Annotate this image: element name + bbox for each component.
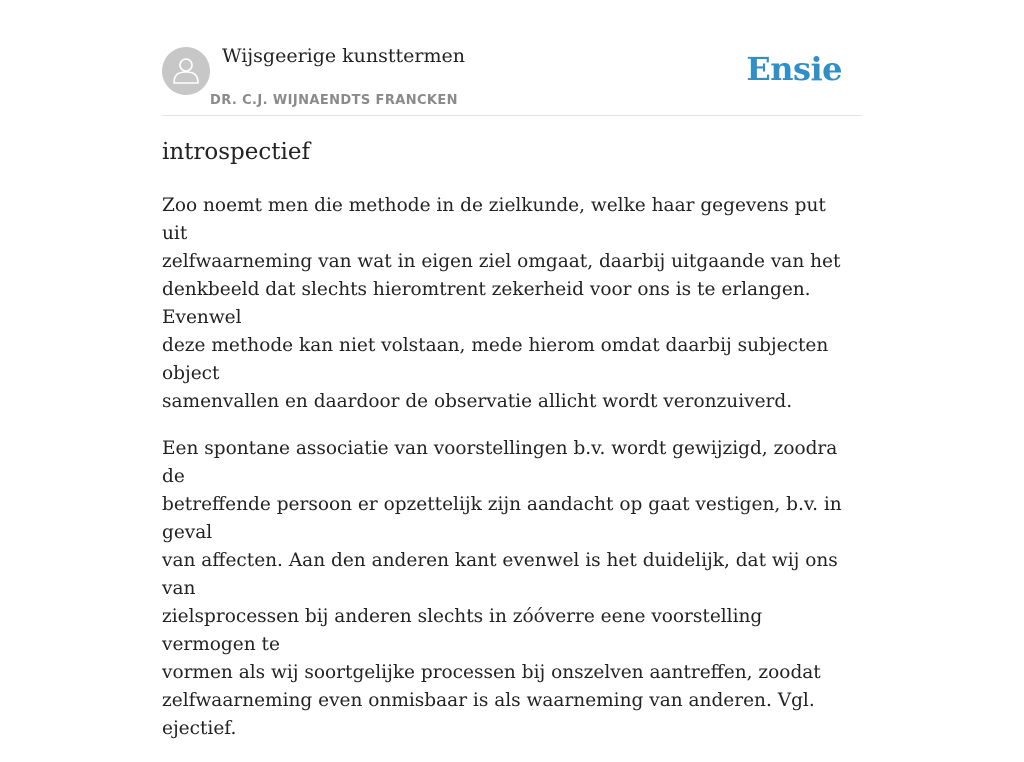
entry-body bbox=[162, 192, 852, 762]
entry-paragraph: Een spontane associatie van voorstellingen b.v. wordt gewijzigd, zoodra de betreffende persoon er opzettelijk zijn aandacht op gaat vestigen, b.v. in geval van affecten. Aan den anderen kant evenwel is het duidelijk, dat wij ons van zielsprocessen bij anderen slechts in zóóverre eene voorstelling vermogen te vormen als wij soortgelijke processen bij onszelven aantreffen, zoodat zelfwaarneming even onmisbaar is als waarneming van anderen. Vgl. ejectief. bbox=[162, 438, 842, 739]
ensie-logo[interactable]: Ensie bbox=[746, 50, 842, 88]
entry-paragraph: Zoo noemt men die methode in de zielkunde, welke haar gegevens put uit zelfwaarneming van wat in eigen ziel omgaat, daarbij uitgaande van het denkbeeld dat slechts hieromtrent zekerheid voor ons is te erlangen. Evenwel deze methode kan niet volstaan, mede hierom omdat daarbij subjecten object samenvallen en daardoor de observatie allicht wordt veronzuiverd. bbox=[162, 195, 841, 412]
author-avatar[interactable] bbox=[162, 47, 210, 95]
page-header bbox=[162, 40, 862, 116]
user-silhouette-icon bbox=[162, 47, 210, 95]
author-name[interactable]: DR. C.J. WIJNAENDTS FRANCKEN bbox=[210, 93, 458, 108]
entry-title: introspectief bbox=[162, 139, 310, 165]
book-title[interactable]: Wijsgeerige kunsttermen bbox=[222, 45, 466, 67]
